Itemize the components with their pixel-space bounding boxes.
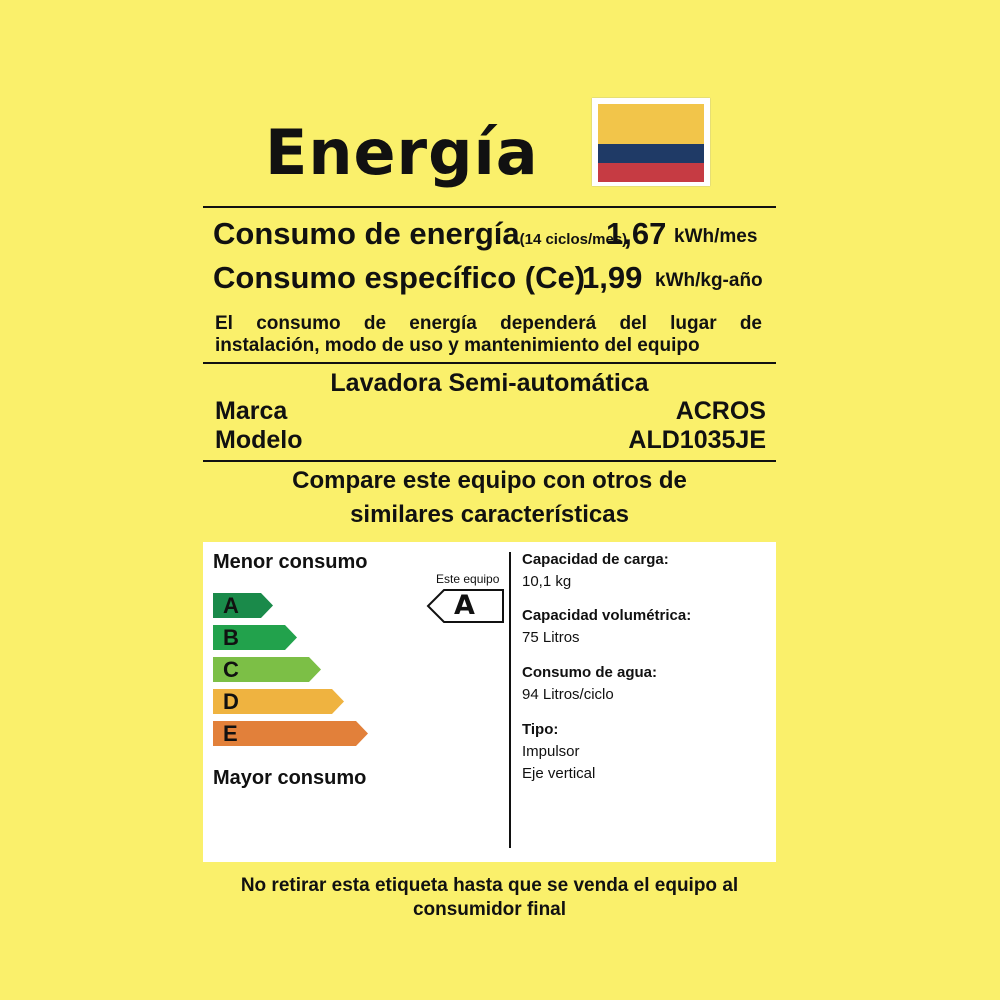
this-class-letter: A <box>454 590 475 621</box>
volume-value: 75 Litros <box>522 629 580 646</box>
class-bar-a <box>213 593 273 618</box>
this-equipment-label: Este equipo <box>436 572 500 586</box>
compare-line2: similares características <box>350 501 629 528</box>
energy-consumption-label: Consumo de energía(14 ciclos/mes) <box>213 216 628 251</box>
energy-consumption-value: 1,67 <box>606 216 667 251</box>
brand-label: Marca <box>215 397 288 425</box>
type-value-1: Impulsor <box>522 743 580 760</box>
specific-consumption-value: 1,99 <box>582 260 643 295</box>
water-label: Consumo de agua: <box>522 664 658 681</box>
colombia-flag-icon <box>592 98 710 186</box>
capacity-label: Capacidad de carga: <box>522 551 669 568</box>
consumption-note-line2: instalación, modo de uso y mantenimiento del equipo <box>215 335 700 356</box>
type-value-2: Eje vertical <box>522 765 596 782</box>
label-title: Energía <box>265 116 539 189</box>
divider <box>203 460 776 462</box>
consumption-note-line1: El consumo de energía dependerá del lugar de <box>215 313 762 334</box>
water-value: 94 Litros/ciclo <box>522 686 614 703</box>
energy-consumption-unit: kWh/mes <box>674 226 758 247</box>
compare-line1: Compare este equipo con otros de <box>292 467 687 494</box>
volume-label: Capacidad volumétrica: <box>522 607 692 624</box>
specific-consumption-unit: kWh/kg-año <box>655 270 763 291</box>
capacity-value: 10,1 kg <box>522 573 572 590</box>
cycles-note: (14 ciclos/mes) <box>519 231 628 248</box>
panel-divider <box>509 552 511 848</box>
footer-line2: consumidor final <box>412 899 567 920</box>
higher-consumption-label: Mayor consumo <box>213 767 367 789</box>
footer-line1: No retirar esta etiqueta hasta que se venda el equipo al <box>240 875 739 896</box>
divider <box>203 206 776 208</box>
product-type: Lavadora Semi-automática <box>330 369 649 397</box>
model-value: ALD1035JE <box>628 426 766 454</box>
brand-value: ACROS <box>675 397 766 425</box>
model-label: Modelo <box>215 426 303 454</box>
type-label: Tipo: <box>522 721 559 738</box>
specific-consumption-label: Consumo específico (Ce) <box>213 260 586 295</box>
divider <box>203 362 776 364</box>
lower-consumption-label: Menor consumo <box>213 551 368 573</box>
